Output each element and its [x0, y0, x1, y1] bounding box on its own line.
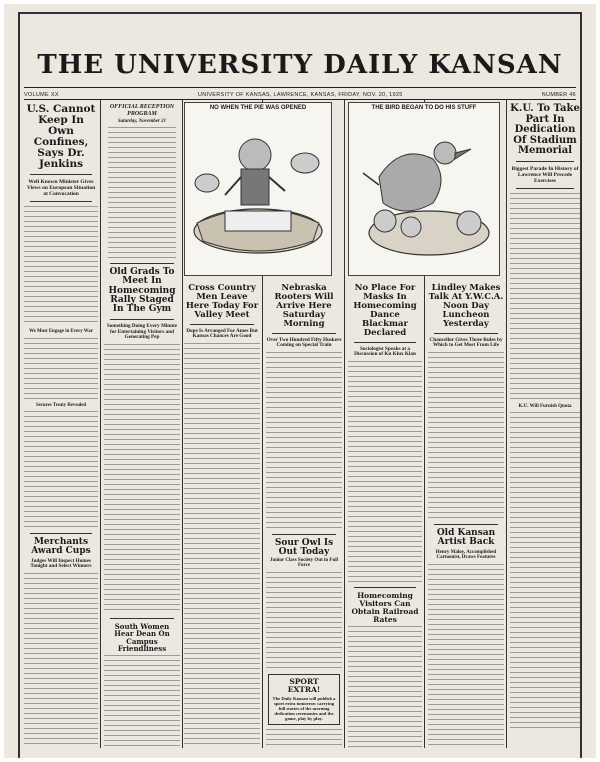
dateline: [24, 92, 576, 98]
cartoon-pie-opened: [184, 102, 332, 276]
article-text: [348, 626, 422, 748]
headline-reception-program: OFFICIAL RECEPTION PROGRAM: [109, 104, 175, 117]
column-separator: [506, 100, 507, 748]
column-6: [428, 280, 504, 748]
sport-extra-notice: The Daily Kansan will publish a sport extra tomorrow carrying full stories of the morning dedication ceremonies and the game, play by play.: [272, 695, 336, 721]
subhead-jenkins: Well Known Minister Gives Views on European Situation at Convocation: [26, 179, 96, 198]
masthead-rule-top: [24, 87, 576, 88]
article-text: [24, 338, 98, 400]
rule: [110, 263, 174, 264]
headline-railroad-rates: Homecoming Visitors Can Obtain Railroad Rates: [351, 590, 419, 624]
column-5: [348, 280, 422, 748]
headline-sour-owl: Sour Owl Is Out Today: [274, 538, 334, 558]
headline-old-grads: Old Grads To Meet In Homecoming Rally Staged In The Gym: [108, 266, 176, 315]
article-text: [266, 352, 342, 530]
rule: [190, 324, 254, 325]
article-text: [24, 206, 98, 326]
subhead-stadium: Biggest Parade In History of Lawrence Will Precede Exercises: [511, 165, 579, 184]
article-text: [428, 352, 504, 520]
section-subhead: We Must Engage in Every War: [29, 329, 93, 335]
article-text: [104, 655, 180, 748]
article-text: [184, 343, 260, 748]
headline-lindley: Lindley Makes Talk At Y.W.C.A. Noon Day Luncheon Yesterday: [428, 283, 504, 329]
subhead-sour-owl: Junior Class Society Out in Full Force: [269, 557, 339, 569]
rule: [110, 618, 174, 619]
bird-cartoon-illustration: [349, 103, 499, 275]
article-text: [428, 564, 504, 748]
article-text: [266, 572, 342, 670]
column-1: [24, 100, 98, 748]
rule: [354, 587, 416, 588]
rule: [110, 319, 174, 320]
headline-no-masks: No Place For Masks In Homecoming Dance Blackmar Declared: [353, 283, 417, 338]
subhead-nebraska-rooters: Over Two Hundred Fifty Huskers Coming on Special Train: [266, 336, 342, 349]
masthead-title: THE UNIVERSITY DAILY KANSAN: [37, 50, 563, 80]
subhead-merchants: Judges Will Inspect Homes Tonight and Select Winners: [30, 557, 92, 570]
rule: [516, 188, 574, 189]
article-text: [104, 344, 180, 614]
right-border: [580, 12, 582, 758]
article-text: [510, 193, 580, 401]
article-text: [348, 361, 422, 583]
top-border: [18, 12, 582, 14]
column-7: [510, 100, 580, 748]
headline-nebraska-rooters: Nebraska Rooters Will Arrive Here Saturday Morning: [274, 283, 334, 329]
sport-extra-box: [268, 674, 340, 725]
left-border: [18, 12, 20, 758]
headline-merchants: Merchants Award Cups: [31, 536, 91, 557]
rule: [516, 161, 574, 162]
volume-label: VOLUME XX: [24, 92, 59, 98]
headline-sport-extra: SPORT EXTRA!: [287, 676, 321, 694]
subhead-cross-country: Dope Is Arranged For Ames But Kansas Chances Are Good: [186, 327, 258, 340]
headline-kansan-artist: Old Kansan Artist Back: [436, 528, 496, 548]
column-4: [266, 280, 342, 748]
rule: [434, 524, 498, 525]
subhead-lindley: Chancellor Gives Three Rules by Which to Get Most From Life: [429, 336, 503, 349]
headline-stadium: K.U. To Take Part In Dedication Of Stadium Memorial: [510, 103, 580, 156]
section-subhead: Secures Treaty Revealed: [35, 402, 86, 408]
article-text: [510, 412, 580, 732]
place-date: UNIVERSITY OF KANSAS, LAWRENCE, KANSAS, FRIDAY, NOV. 20, 1925: [197, 92, 403, 98]
cartoon-caption: THE BIRD BEGAN TO DO HIS STUFF: [371, 105, 477, 111]
rule: [30, 201, 92, 202]
column-2: [104, 100, 180, 748]
rule: [30, 174, 92, 175]
article-text: [24, 573, 98, 748]
rule: [354, 342, 416, 343]
subhead-kansan-artist: Henry Maloy, Accomplished Cartoonist, Draws Features: [435, 549, 497, 561]
column-separator: [344, 100, 345, 748]
column-separator: [100, 100, 101, 748]
column-separator: [182, 100, 183, 748]
subhead-reception-date: Saturday, November 21: [117, 119, 167, 125]
article-text: [24, 411, 98, 529]
column-3: [184, 280, 260, 748]
cartoon-caption: NO WHEN THE PIE WAS OPENED: [209, 105, 307, 111]
subhead-no-masks: Sociologist Speaks at a Discussion of Ku Klux Klan: [354, 345, 416, 358]
cartoon-bird-stuff: [348, 102, 500, 276]
program-listing: [108, 127, 176, 259]
headline-south-women: South Women Hear Dean On Campus Friendliness: [114, 622, 170, 654]
rule: [272, 333, 336, 334]
headline-jenkins: U.S. Cannot Keep In Own Confines, Says Dr. Jenkins: [26, 103, 96, 171]
rule: [272, 534, 336, 535]
newspaper-page: [4, 4, 596, 758]
rule: [434, 333, 498, 334]
article-text: [266, 729, 342, 748]
rule: [30, 533, 92, 534]
pie-cartoon-illustration: [185, 103, 331, 275]
section-subhead: K.U. Will Furnish Quota: [518, 403, 572, 409]
headline-cross-country: Cross Country Men Leave Here Today For Valley Meet: [185, 283, 259, 320]
subhead-old-grads: Something Doing Every Minute for Entertaining Visitors and Generating Pep: [106, 322, 178, 341]
issue-number: NUMBER 46: [541, 92, 576, 98]
